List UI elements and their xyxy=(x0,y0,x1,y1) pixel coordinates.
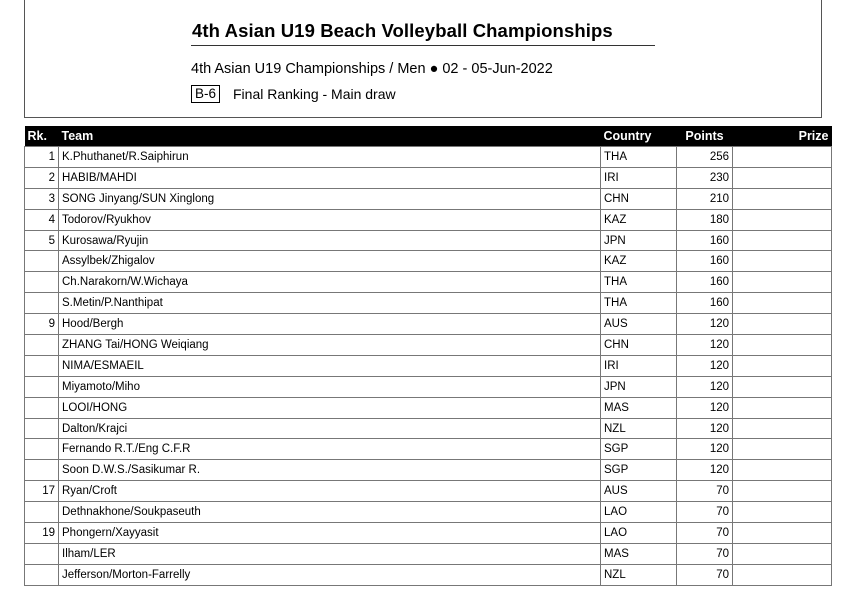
table-row xyxy=(25,272,832,293)
cell-points: 256 xyxy=(677,147,733,168)
table-row xyxy=(25,502,832,523)
cell-prize xyxy=(733,251,832,272)
cell-country: IRI xyxy=(601,355,677,376)
table-row xyxy=(25,439,832,460)
cell-rank: 17 xyxy=(25,481,59,502)
table-row xyxy=(25,397,832,418)
title-underline xyxy=(191,45,655,46)
cell-country: LAO xyxy=(601,502,677,523)
cell-country: IRI xyxy=(601,167,677,188)
cell-country: THA xyxy=(601,293,677,314)
cell-rank: 4 xyxy=(25,209,59,230)
cell-team: ZHANG Tai/HONG Weiqiang xyxy=(59,335,601,356)
cell-team: Ryan/Croft xyxy=(59,481,601,502)
cell-country: SGP xyxy=(601,439,677,460)
cell-team: HABIB/MAHDI xyxy=(59,167,601,188)
cell-points: 180 xyxy=(677,209,733,230)
cell-team: Ch.Narakorn/W.Wichaya xyxy=(59,272,601,293)
cell-country: KAZ xyxy=(601,209,677,230)
cell-prize xyxy=(733,543,832,564)
cell-rank: 1 xyxy=(25,147,59,168)
cell-country: LAO xyxy=(601,523,677,544)
cell-country: AUS xyxy=(601,314,677,335)
cell-points: 160 xyxy=(677,251,733,272)
cell-rank: 19 xyxy=(25,523,59,544)
table-row xyxy=(25,293,832,314)
cell-prize xyxy=(733,293,832,314)
column-header-rank: Rk. xyxy=(25,126,59,147)
cell-points: 120 xyxy=(677,418,733,439)
cell-country: NZL xyxy=(601,564,677,585)
cell-points: 160 xyxy=(677,272,733,293)
cell-rank xyxy=(25,460,59,481)
cell-prize xyxy=(733,314,832,335)
table-body xyxy=(25,147,832,586)
cell-team: Dalton/Krajci xyxy=(59,418,601,439)
table-row xyxy=(25,209,832,230)
cell-prize xyxy=(733,502,832,523)
cell-prize xyxy=(733,481,832,502)
cell-team: Hood/Bergh xyxy=(59,314,601,335)
cell-prize xyxy=(733,460,832,481)
cell-country: SGP xyxy=(601,460,677,481)
cell-prize xyxy=(733,355,832,376)
cell-points: 120 xyxy=(677,397,733,418)
document-subtitle: 4th Asian U19 Championships / Men ● 02 - 05-Jun-2022 xyxy=(191,61,553,77)
cell-team: Kurosawa/Ryujin xyxy=(59,230,601,251)
cell-rank xyxy=(25,272,59,293)
cell-rank xyxy=(25,564,59,585)
table-row xyxy=(25,167,832,188)
ranking-table xyxy=(24,126,832,586)
cell-country: CHN xyxy=(601,188,677,209)
cell-points: 120 xyxy=(677,439,733,460)
cell-points: 70 xyxy=(677,564,733,585)
cell-country: NZL xyxy=(601,418,677,439)
table-row xyxy=(25,230,832,251)
cell-prize xyxy=(733,272,832,293)
document-code-badge: B-6 xyxy=(191,85,220,103)
column-header-points: Points xyxy=(677,126,733,147)
cell-rank xyxy=(25,439,59,460)
column-header-team: Team xyxy=(59,126,601,147)
cell-points: 70 xyxy=(677,543,733,564)
cell-points: 160 xyxy=(677,293,733,314)
cell-points: 70 xyxy=(677,523,733,544)
cell-team: SONG Jinyang/SUN Xinglong xyxy=(59,188,601,209)
table-row xyxy=(25,523,832,544)
cell-country: MAS xyxy=(601,543,677,564)
document-section-title: Final Ranking - Main draw xyxy=(233,86,396,102)
cell-team: S.Metin/P.Nanthipat xyxy=(59,293,601,314)
table-row xyxy=(25,314,832,335)
cell-prize xyxy=(733,230,832,251)
cell-points: 120 xyxy=(677,376,733,397)
cell-prize xyxy=(733,209,832,230)
cell-team: K.Phuthanet/R.Saiphirun xyxy=(59,147,601,168)
cell-prize xyxy=(733,376,832,397)
cell-points: 210 xyxy=(677,188,733,209)
cell-team: Fernando R.T./Eng C.F.R xyxy=(59,439,601,460)
cell-prize xyxy=(733,523,832,544)
cell-team: Dethnakhone/Soukpaseuth xyxy=(59,502,601,523)
cell-prize xyxy=(733,564,832,585)
cell-country: JPN xyxy=(601,376,677,397)
cell-country: JPN xyxy=(601,230,677,251)
document-title: 4th Asian U19 Beach Volleyball Championships xyxy=(192,20,613,41)
cell-points: 120 xyxy=(677,335,733,356)
cell-country: AUS xyxy=(601,481,677,502)
cell-points: 70 xyxy=(677,502,733,523)
cell-points: 120 xyxy=(677,314,733,335)
cell-team: Ilham/LER xyxy=(59,543,601,564)
cell-prize xyxy=(733,439,832,460)
cell-team: Assylbek/Zhigalov xyxy=(59,251,601,272)
table-row xyxy=(25,460,832,481)
cell-points: 230 xyxy=(677,167,733,188)
cell-rank xyxy=(25,355,59,376)
cell-team: Miyamoto/Miho xyxy=(59,376,601,397)
table-row xyxy=(25,188,832,209)
cell-rank xyxy=(25,502,59,523)
cell-prize xyxy=(733,147,832,168)
cell-rank: 3 xyxy=(25,188,59,209)
cell-rank xyxy=(25,293,59,314)
cell-rank: 9 xyxy=(25,314,59,335)
table-row xyxy=(25,355,832,376)
cell-points: 120 xyxy=(677,460,733,481)
table-row xyxy=(25,147,832,168)
table-row xyxy=(25,481,832,502)
cell-prize xyxy=(733,418,832,439)
table-row xyxy=(25,564,832,585)
cell-rank xyxy=(25,543,59,564)
cell-country: CHN xyxy=(601,335,677,356)
table-row xyxy=(25,543,832,564)
cell-country: MAS xyxy=(601,397,677,418)
cell-team: NIMA/ESMAEIL xyxy=(59,355,601,376)
cell-team: Phongern/Xayyasit xyxy=(59,523,601,544)
table-row xyxy=(25,418,832,439)
cell-rank xyxy=(25,251,59,272)
cell-rank: 2 xyxy=(25,167,59,188)
cell-country: THA xyxy=(601,272,677,293)
cell-rank xyxy=(25,335,59,356)
cell-team: Jefferson/Morton-Farrelly xyxy=(59,564,601,585)
cell-points: 120 xyxy=(677,355,733,376)
cell-prize xyxy=(733,167,832,188)
table-row xyxy=(25,376,832,397)
cell-rank xyxy=(25,376,59,397)
cell-team: Todorov/Ryukhov xyxy=(59,209,601,230)
column-header-country: Country xyxy=(601,126,677,147)
cell-prize xyxy=(733,188,832,209)
cell-team: LOOI/HONG xyxy=(59,397,601,418)
cell-team: Soon D.W.S./Sasikumar R. xyxy=(59,460,601,481)
document-header xyxy=(24,0,822,118)
cell-country: THA xyxy=(601,147,677,168)
column-header-prize: Prize xyxy=(733,126,832,147)
cell-rank: 5 xyxy=(25,230,59,251)
cell-points: 70 xyxy=(677,481,733,502)
table-row xyxy=(25,335,832,356)
cell-rank xyxy=(25,418,59,439)
cell-prize xyxy=(733,335,832,356)
cell-country: KAZ xyxy=(601,251,677,272)
cell-prize xyxy=(733,397,832,418)
cell-points: 160 xyxy=(677,230,733,251)
table-header-row xyxy=(25,126,832,147)
table-row xyxy=(25,251,832,272)
cell-rank xyxy=(25,397,59,418)
